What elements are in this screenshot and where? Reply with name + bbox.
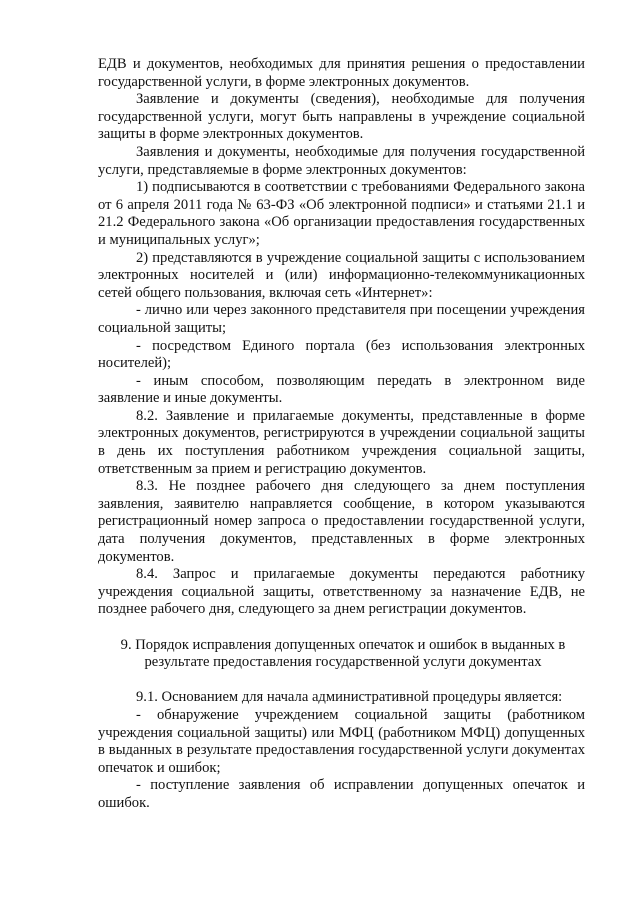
document-page	[98, 56, 585, 813]
paragraph: 8.4. Запрос и прилагаемые документы передаются работнику учреждения социальной защиты, ответственному за назначение ЕДВ, не позднее рабочего дня, следующего за днем регистрации документов.	[98, 566, 585, 618]
paragraph: 8.2. Заявление и прилагаемые документы, представленные в форме электронных документов, регистрируются в учреждении социальной защиты в день их поступления работником учреждения социальной защиты, ответственным за прием и регистрацию документов.	[98, 407, 585, 477]
list-item: - иным способом, позволяющим передать в электронном виде заявление и иные документы.	[98, 372, 585, 407]
spacer	[98, 619, 585, 637]
list-item: - поступление заявления об исправлении допущенных опечаток и ошибок.	[98, 777, 585, 811]
list-item: - обнаружение учреждением социальной защиты (работником учреждения социальной защиты) или МФЦ (работником МФЦ) допущенных в выданных в результате предоставления государственной услуги документах опечаток и ошибок;	[98, 706, 585, 776]
paragraph: 8.3. Не позднее рабочего дня следующего за днем поступления заявления, заявителю направляется сообщение, в котором указываются регистрационный номер запроса о предоставлении государственной услуги, дата получения документов, представленных в форме электронных документов.	[98, 478, 585, 565]
paragraph: 9.1. Основанием для начала административной процедуры является:	[136, 689, 563, 706]
spacer	[98, 672, 585, 690]
paragraph: Заявления и документы, необходимые для получения государственной услуги, представляемые в форме электронных документов:	[98, 143, 585, 178]
paragraph: 2) представляются в учреждение социальной защиты с использованием электронных носителей и (или) информационно-телекоммуникационных сетей общего пользования, включая сеть «Интернет»:	[98, 249, 585, 301]
paragraph: ЕДВ и документов, необходимых для принятия решения о предоставлении государственной услуги, в форме электронных документов.	[98, 56, 585, 90]
paragraph: 1) подписываются в соответствии с требованиями Федерального закона от 6 апреля 2011 года № 63-ФЗ «Об электронной подписи» и статьями 21.1 и 21.2 Федерального закона «Об организации предоставления государственных и муниципальных услуг»;	[98, 179, 585, 248]
list-item: - посредством Единого портала (без использования электронных носителей);	[98, 337, 585, 372]
list-item: - лично или через законного представителя при посещении учреждения социальной защиты;	[98, 302, 585, 336]
paragraph: Заявление и документы (сведения), необходимые для получения государственной услуги, могут быть направлены в учреждение социальной защиты в форме электронных документов.	[98, 91, 585, 143]
section-heading: 9. Порядок исправления допущенных опечаток и ошибок в выданных в результате предоставления государственной услуги документах	[120, 636, 566, 671]
